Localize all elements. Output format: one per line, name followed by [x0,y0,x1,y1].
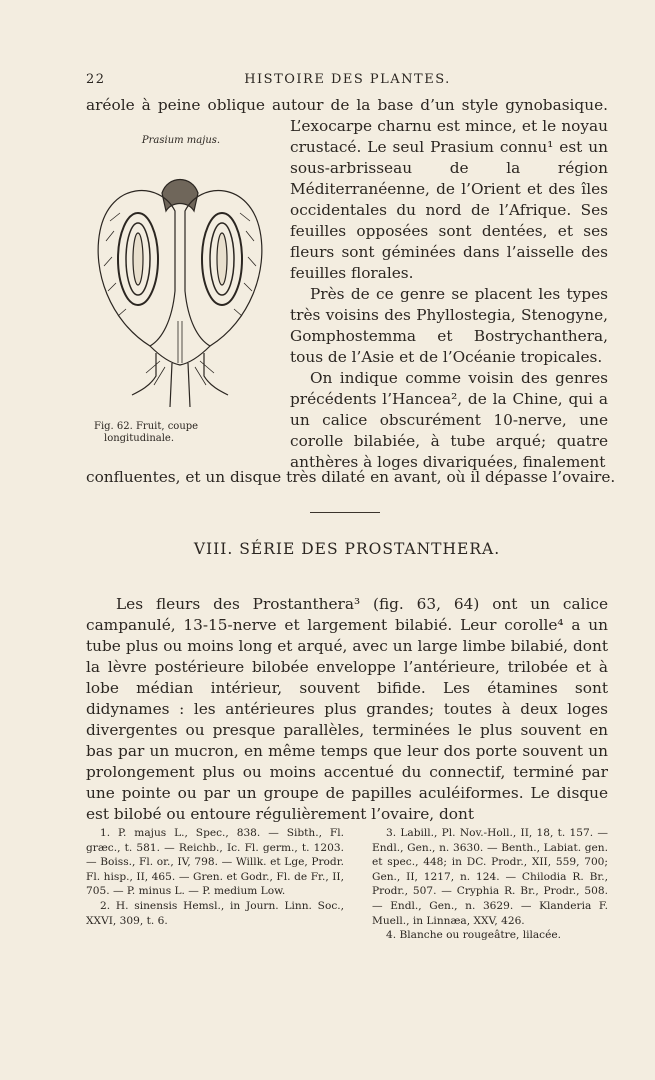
last-full-line: confluentes, et un disque très dilaté en avant, où il dépasse l’ovaire. [86,468,616,486]
figure-top-caption: Prasium majus. [141,135,221,146]
footnotes-right [372,826,608,943]
footnote-3: 3. Labill., Pl. Nov.-Holl., II, 18, t. 157. — Endl., Gen., n. 3630. — Benth., Labiat. gen. et spec., 448; in DC. Prodr., XII, 559, 700; Gen., II, 1217, n. 124. — Chilodia R. Br., Prodr., 507. — Cryphia R. Br., Prodr., 508. — Endl., Gen., n. 3629. — Klanderia F. Muell., in Linnæa, XXV, 426. [372,827,608,927]
paragraph-3: On indique comme voisin des genres précédents l’Hancea², de la Chine, qui a un calice obscurément 10-nerve, une corolle bilabiée, à tube arqué; quatre anthères à loges divariquées, finalement [290,369,608,471]
caption-line-1: Fig. 62. Fruit, coupe [94,421,199,432]
fruit-section-illustration [90,171,270,411]
running-header [86,72,609,90]
section-divider [310,512,380,513]
paragraph-1: L’exocarpe charnu est mince, et le noyau crustacé. Le seul Prasium connu¹ est un sous-arbrisseau de la région Méditerranéenne, de l’Orient et des îles occidentales du nord de l’Afrique. Ses feuilles opposées sont dentées, et ses fleurs sont géminées dans l’aisselle des feuilles florales. [290,117,608,282]
main-paragraph-block [86,594,608,825]
running-title: HISTOIRE DES PLANTES. [244,72,451,87]
main-paragraph: Les fleurs des Prostanthera³ (fig. 63, 64) ont un calice campanulé, 13-15-nerve et largement bilabié. Leur corolle⁴ a un tube plus ou moins long et arqué, avec un large limbe bilabié, dont la lèvre postérieure bilobée enveloppe l’antérieure, trilobée et à lobe médian intérieur, souvent bifide. Les étamines sont didynames : les antérieures plus grandes; toutes à deux loges divergentes ou presque parallèles, terminées le plus souvent en bas par un mucron, en même temps que leur dos porte souvent un prolongement plus ou moins accentué du connectif, terminé par une pointe ou par un groupe de papilles aculéiformes. Le disque est bilobé ou entoure régulièrement l’ovaire, dont [86,595,608,823]
footnote-1: 1. P. majus L., Spec., 838. — Sibth., Fl. græc., t. 581. — Reichb., Ic. Fl. germ., t. 1203. — Boiss., Fl. or., IV, 798. — Willk. et Lge, Prodr. Fl. hisp., II, 465. — Gren. et Godr., Fl. de Fr., II, 705. — P. minus L. — P. medium Low. [86,827,344,898]
section-heading: VIII. SÉRIE DES PROSTANTHERA. [193,540,501,558]
first-line: aréole à peine oblique autour de la base d’un style gynobasique. [86,96,608,114]
footnotes-left [86,826,344,928]
footnote-2: 2. H. sinensis Hemsl., in Journ. Linn. Soc., XXVI, 309, t. 6. [86,899,344,927]
figure-bottom-caption [94,421,274,445]
footnote-4: 4. Blanche ou rougeâtre, lilacée. [386,929,562,942]
right-column-text [290,116,608,473]
caption-line-2: longitudinale. [104,433,175,444]
page-number: 22 [86,72,106,87]
paragraph-2: Près de ce genre se placent les types très voisins des Phyllostegia, Stenogyne, Gomphostemma et Bostrychanthera, tous de l’Asie et de l’Océanie tropicales. [290,285,608,366]
